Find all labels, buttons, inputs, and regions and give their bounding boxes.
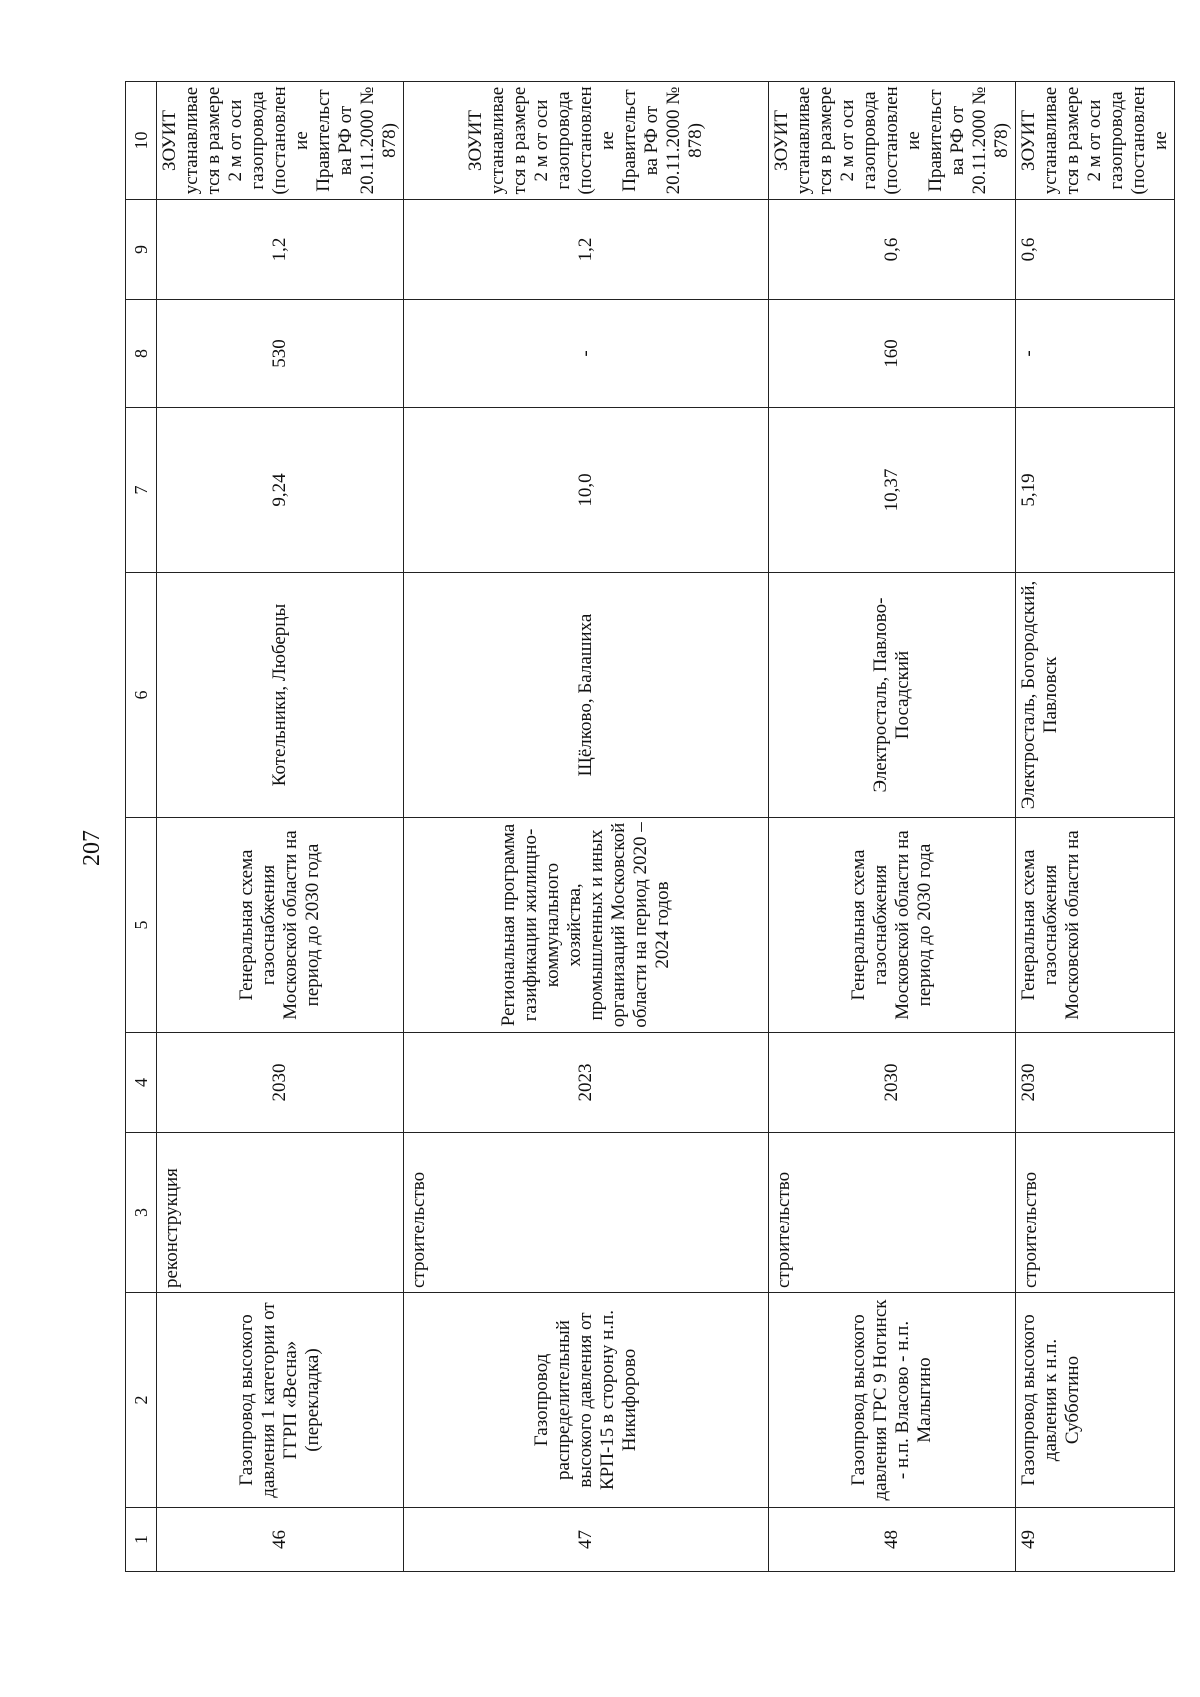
object-name: Газопровод распределительный высокого давления от КРП-15 в сторону н.п. Никифорово xyxy=(404,1293,769,1508)
length: 10,0 xyxy=(404,408,769,573)
location: Щёлково, Балашиха xyxy=(404,573,769,818)
length: 9,24 xyxy=(157,408,404,573)
header-cell: 1 xyxy=(126,1508,157,1572)
work-type: строительство xyxy=(404,1133,769,1293)
location: Электросталь, Богородский, Павловск xyxy=(1016,573,1175,818)
header-cell: 3 xyxy=(126,1133,157,1293)
work-type: строительство xyxy=(769,1133,1016,1293)
length: 10,37 xyxy=(769,408,1016,573)
diameter: 160 xyxy=(769,300,1016,408)
header-cell: 2 xyxy=(126,1293,157,1508)
work-type: реконструкция xyxy=(157,1133,404,1293)
basis-document: Генеральная схема газоснабжения Московской области на период до 2030 года xyxy=(157,818,404,1033)
protection-zone: ЗОУИТ устанавливается в размере 2 м от оси газопровода (постановление xyxy=(1016,82,1175,200)
header-cell: 5 xyxy=(126,818,157,1033)
gas-pipeline-table xyxy=(125,81,1175,1572)
protection-zone: ЗОУИТ устанавливается в размере 2 м от оси газопровода (постановление Правительства РФ от 20.11.2000 № 878) xyxy=(157,82,404,200)
protection-zone: ЗОУИТ устанавливается в размере 2 м от оси газопровода (постановление Правительства РФ от 20.11.2000 № 878) xyxy=(769,82,1016,200)
header-cell: 10 xyxy=(126,82,157,200)
year: 2030 xyxy=(1016,1033,1175,1133)
basis-document: Генеральная схема газоснабжения Московской области на xyxy=(1016,818,1175,1033)
pressure: 1,2 xyxy=(157,200,404,300)
basis-document: Региональная программа газификации жилищно-коммунального хозяйства, промышленных и иных организаций Московской области на период 2020 – 2024 годов xyxy=(404,818,769,1033)
rotated-table-container xyxy=(125,82,1171,1572)
page-number: 207 xyxy=(79,830,105,866)
table-row xyxy=(1016,82,1175,1572)
header-cell: 6 xyxy=(126,573,157,818)
row-number: 46 xyxy=(157,1508,404,1572)
diameter: 530 xyxy=(157,300,404,408)
pressure: 1,2 xyxy=(404,200,769,300)
pressure: 0,6 xyxy=(769,200,1016,300)
year: 2023 xyxy=(404,1033,769,1133)
header-cell: 4 xyxy=(126,1033,157,1133)
table-row xyxy=(157,82,404,1572)
work-type: строительство xyxy=(1016,1133,1175,1293)
header-cell: 8 xyxy=(126,300,157,408)
row-number: 47 xyxy=(404,1508,769,1572)
table-row xyxy=(404,82,769,1572)
header-cell: 9 xyxy=(126,200,157,300)
object-name: Газопровод высокого давления ГРС 9 Ногинск - н.п. Власово - н.п. Малыгино xyxy=(769,1293,1016,1508)
pressure: 0,6 xyxy=(1016,200,1175,300)
header-row xyxy=(126,82,157,1572)
location: Электросталь, Павлово-Посадский xyxy=(769,573,1016,818)
basis-document: Генеральная схема газоснабжения Московской области на период до 2030 года xyxy=(769,818,1016,1033)
length: 5,19 xyxy=(1016,408,1175,573)
row-number: 48 xyxy=(769,1508,1016,1572)
diameter: - xyxy=(1016,300,1175,408)
header-cell: 7 xyxy=(126,408,157,573)
row-number: 49 xyxy=(1016,1508,1175,1572)
year: 2030 xyxy=(769,1033,1016,1133)
object-name: Газопровод высокого давления 1 категории от ГГРП «Весна» (перекладка) xyxy=(157,1293,404,1508)
location: Котельники, Люберцы xyxy=(157,573,404,818)
protection-zone: ЗОУИТ устанавливается в размере 2 м от оси газопровода (постановление Правительства РФ от 20.11.2000 № 878) xyxy=(404,82,769,200)
table-row xyxy=(769,82,1016,1572)
object-name: Газопровод высокого давления к н.п. Субботино xyxy=(1016,1293,1175,1508)
diameter: - xyxy=(404,300,769,408)
year: 2030 xyxy=(157,1033,404,1133)
